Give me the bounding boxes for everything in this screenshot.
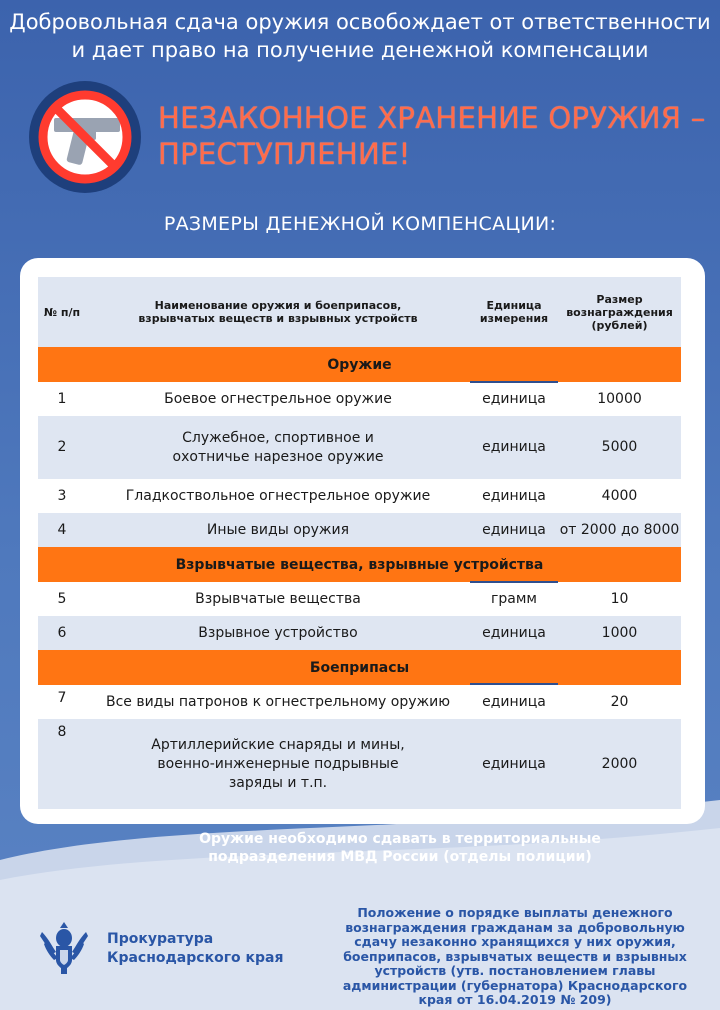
compensation-table (38, 277, 681, 809)
table-row (38, 382, 681, 416)
column-header-unit: Единица измерения (479, 299, 549, 325)
row-name: Взрывчатые вещества (195, 590, 361, 607)
row-amount: 2000 (601, 755, 638, 772)
row-name: Артиллерийские снаряды и мины, военно-инженерные подрывные заряды и т.п. (151, 736, 405, 791)
row-unit: единица (482, 487, 546, 504)
instruction-line-2: подразделения МВД России (отделы полиции) (208, 849, 592, 865)
row-name: Иные виды оружия (206, 521, 350, 538)
organization-line-1: Прокуратура (107, 931, 214, 947)
column-header-name: Наименование оружия и боеприпасов, взрывчатых веществ и взрывных устройств (138, 299, 418, 325)
headline-line-2: и дает право на получение денежной компенсации (71, 38, 649, 62)
row-amount: 20 (610, 693, 629, 710)
section-explosives: Взрывчатые вещества, взрывные устройства (38, 547, 681, 582)
row-unit: единица (482, 624, 546, 641)
row-unit: грамм (491, 590, 537, 607)
row-name: Гладкоствольное огнестрельное оружие (125, 487, 431, 504)
section-weapons: Оружие (38, 347, 681, 382)
table-row (38, 416, 681, 479)
no-weapons-sign-icon (26, 78, 144, 196)
row-amount: от 2000 до 8000 (559, 521, 680, 538)
row-unit: единица (482, 521, 546, 538)
column-header-num: № п/п (43, 305, 81, 319)
warning-title (158, 100, 718, 172)
row-name: Взрывное устройство (198, 624, 358, 641)
row-unit: единица (482, 439, 546, 455)
regulation-reference: Положение о порядке выплаты денежного вознаграждения гражданам за добровольную сдачу незаконно хранящихся у них оружия, боеприпасов, взрывчатых веществ и взрывных устройств (утв. постановлением главы администрации (губернатора) Краснодарского края от 16.04.2019 № 209) (342, 905, 688, 1007)
row-amount: 4000 (601, 487, 638, 504)
table-row (38, 582, 681, 616)
table-row (38, 616, 681, 650)
row-name: Все виды патронов к огнестрельному оружию (105, 693, 451, 710)
row-name: Боевое огнестрельное оружие (164, 390, 392, 407)
table-header (38, 277, 681, 347)
row-unit: единица (482, 755, 546, 772)
table-row (38, 685, 681, 719)
warning-line-2: ПРЕСТУПЛЕНИЕ! (158, 137, 411, 171)
row-amount: 10 (610, 590, 629, 607)
warning-line-1: НЕЗАКОННОЕ ХРАНЕНИЕ ОРУЖИЯ – (158, 101, 706, 135)
row-num: 6 (57, 624, 67, 641)
section-ammunition: Боеприпасы (38, 650, 681, 685)
headline-line-1: Добровольная сдача оружия освобождает от ответственности (9, 10, 711, 34)
row-num: 2 (57, 439, 67, 455)
column-header-amount: Размер вознаграждения (рублей) (566, 292, 673, 332)
row-amount: 5000 (601, 439, 638, 455)
row-name: Служебное, спортивное и охотничье нарезное оружие (172, 429, 384, 465)
row-num: 1 (57, 390, 67, 407)
row-num: 8 (57, 724, 67, 740)
row-amount: 1000 (601, 624, 638, 641)
table-row (38, 513, 681, 547)
organization-name (107, 930, 337, 968)
table-row (38, 719, 681, 809)
prosecutor-emblem-icon (38, 918, 90, 976)
row-num: 7 (57, 690, 67, 706)
instruction-text (150, 830, 650, 866)
organization-line-2: Краснодарского края (107, 950, 284, 966)
headline (0, 8, 720, 64)
compensation-subheading: РАЗМЕРЫ ДЕНЕЖНОЙ КОМПЕНСАЦИИ: (163, 213, 557, 235)
table-row (38, 479, 681, 513)
row-num: 3 (57, 487, 67, 504)
instruction-line-1: Оружие необходимо сдавать в территориальные (199, 831, 601, 847)
row-num: 4 (57, 521, 67, 538)
row-unit: единица (482, 693, 546, 710)
row-unit: единица (482, 390, 546, 407)
row-num: 5 (57, 590, 67, 607)
row-amount: 10000 (597, 390, 642, 407)
